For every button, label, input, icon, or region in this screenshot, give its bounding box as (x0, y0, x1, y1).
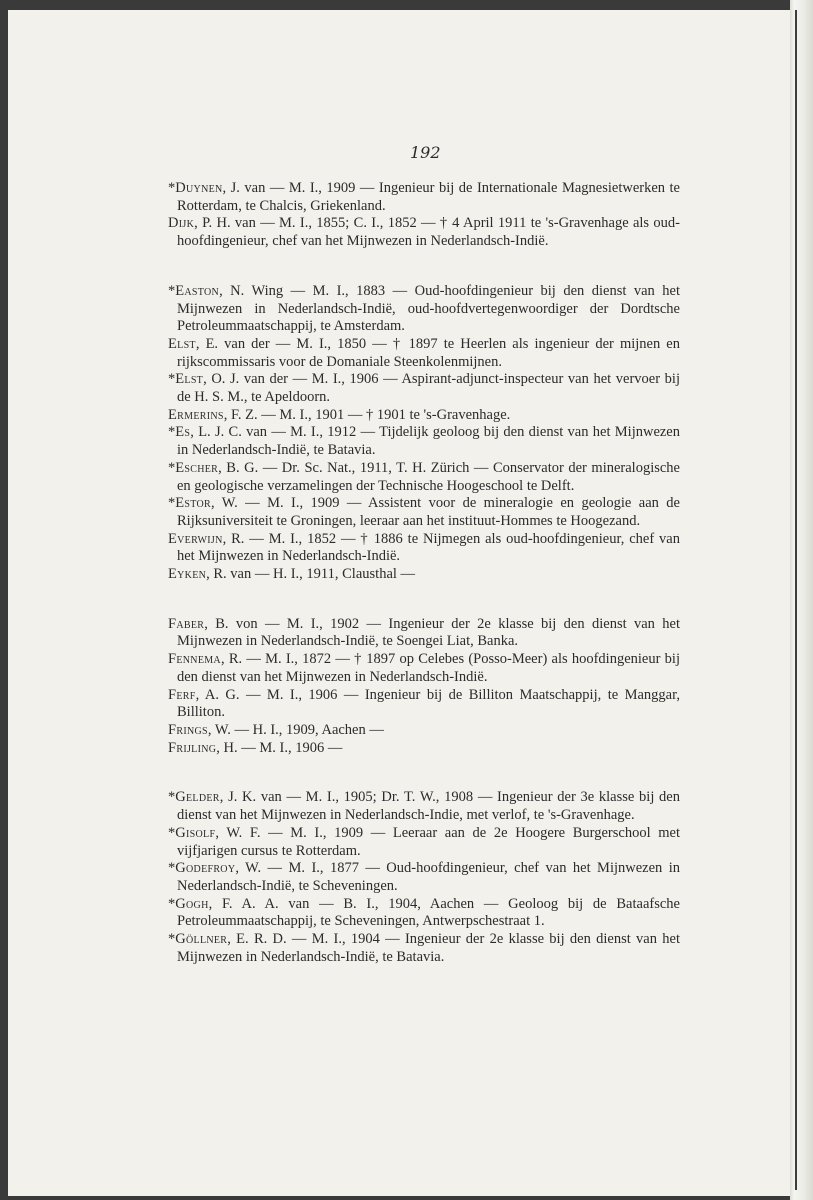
entry-details: , O. J. van der — M. I., 1906 — Aspirant-adjunct-inspecteur van het vervoer bij de H. S. M., te Apeldoorn. (177, 371, 680, 406)
entry-details: , R. van — H. I., 1911, Clausthal — (206, 566, 416, 583)
register-entry (168, 687, 680, 722)
entry-details: , R. — M. I., 1872 — † 1897 op Celebes (Posso-Meer) als hoofdingenieur bij den dienst van het Mijnwezen in Nederlandsch-Indië. (177, 651, 680, 685)
entry-surname: Gisolf (175, 824, 216, 841)
register-entry (168, 424, 680, 459)
entry-details: , F. A. A. van — B. I., 1904, Aachen — Geoloog bij de Bataafsche Petroleummaatschappij, te Scheveningen, Antwerpschestraat 1. (177, 895, 680, 930)
entry-surname: Godefroy (175, 860, 236, 877)
entry-surname: Estor (175, 495, 211, 512)
register-entry (168, 789, 680, 824)
entry-surname: Göllner (175, 931, 228, 948)
letter-group (168, 616, 680, 758)
entry-details: , H. — M. I., 1906 — (216, 739, 343, 756)
entry-surname: Eyken (168, 566, 207, 583)
entry-surname: Easton (175, 282, 220, 299)
spine-line (795, 10, 797, 1190)
entry-details: , F. Z. — M. I., 1901 — † 1901 te 's-Gravenhage. (223, 406, 511, 423)
entry-star: * (168, 180, 176, 196)
register-entry (168, 651, 680, 686)
entry-surname: Escher (175, 459, 219, 476)
letter-group (168, 180, 680, 251)
register-entry (168, 495, 680, 530)
entry-details: , J. K. van — M. I., 1905; Dr. T. W., 1908 — Ingenieur der 3e klasse bij den dienst van het Mijnwezen in Nederlandsch-Indie, met verlof, te 's-Gravenhage. (177, 789, 680, 824)
entry-details: , W. — M. I., 1877 — Oud-hoofdingenieur, chef van het Mijnwezen in Nederlandsch-Indië, te Scheveningen. (177, 860, 680, 894)
entry-details: , B. G. — Dr. Sc. Nat., 1911, T. H. Zürich — Conservator der mineralogische en geologische verzamelingen der Technische Hoogeschool te Delft. (177, 459, 680, 494)
entry-surname: Elst (168, 335, 196, 352)
entry-surname: Es (175, 424, 191, 441)
entry-details: , W. — H. I., 1909, Aachen — (207, 721, 384, 738)
register-text (168, 180, 680, 998)
book-spine-edge (790, 0, 813, 1200)
entry-details: , P. H. van — M. I., 1855; C. I., 1852 — † 4 April 1911 te 's-Gravenhage als oud-hoofdingenieur, chef van het Mijnwezen in Nederlandsch-Indië. (177, 215, 680, 250)
register-entry (168, 566, 680, 584)
register-entry (168, 215, 680, 250)
letter-group (168, 789, 680, 966)
entry-surname: Frijling (168, 739, 217, 756)
entry-surname: Faber (168, 615, 205, 632)
register-entry (168, 283, 680, 336)
register-entry (168, 825, 680, 860)
entry-star: * (168, 371, 176, 388)
register-entry (168, 896, 680, 931)
entry-surname: Gogh (175, 895, 209, 912)
entry-details: , N. Wing — M. I., 1883 — Oud-hoofdingenieur bij den dienst van het Mijnwezen in Nederlandsch-Indië, oud-hoofdvertegenwoordiger der Dordtsche Petroleummaatschappij, te Amsterdam. (177, 282, 680, 335)
entry-surname: Ermerins (168, 406, 224, 423)
entry-star: * (168, 789, 176, 806)
entry-star: * (168, 860, 176, 877)
entry-details: , R. — M. I., 1852 — † 1886 te Nijmegen als oud-hoofdingenieur, chef van het Mijnwezen in Nederlandsch-Indië. (177, 530, 680, 565)
entry-surname: Fennema (168, 651, 221, 668)
entry-details: , W. F. — M. I., 1909 — Leeraar aan de 2e Hoogere Burgerschool met vijfjarigen cursus te Rotterdam. (177, 824, 680, 859)
entry-star: * (168, 424, 176, 441)
entry-details: , A. G. — M. I., 1906 — Ingenieur bij de Billiton Maatschappij, te Manggar, Billiton. (177, 686, 680, 721)
register-entry (168, 531, 680, 566)
register-entry (168, 931, 680, 966)
register-entry (168, 722, 680, 740)
register-entry (168, 407, 680, 425)
entry-star: * (168, 495, 176, 512)
entry-details: , E. van der — M. I., 1850 — † 1897 te Heerlen als ingenieur der mijnen en rijkscommissaris voor de Domaniale Steenkolenmijnen. (177, 335, 680, 370)
register-entry (168, 371, 680, 406)
entry-star: * (168, 282, 176, 299)
register-entry (168, 336, 680, 371)
entry-surname: Gelder (175, 789, 220, 806)
entry-surname: Ferf (168, 686, 196, 703)
entry-surname: Everwijn (168, 530, 223, 547)
entry-details: , W. — M. I., 1909 — Assistent voor de mineralogie en geologie aan de Rijksuniversiteit te Groningen, leeraar aan het instituut-Hommes te Hoogezand. (177, 495, 680, 529)
entry-star: * (168, 824, 176, 841)
page-number: 192 (410, 143, 441, 162)
entry-details: , E. R. D. — M. I., 1904 — Ingenieur der 2e klasse bij den dienst van het Mijnwezen in Nederlandsch-Indië, te Batavia. (177, 931, 680, 965)
register-entry (168, 180, 680, 215)
register-entry (168, 460, 680, 495)
register-entry (168, 860, 680, 895)
entry-star: * (168, 459, 176, 476)
register-entry (168, 616, 680, 651)
entry-details: , J. van — M. I., 1909 — Ingenieur bij de Internationale Magnesietwerken te Rotterdam, te Chalcis, Griekenland. (177, 180, 680, 214)
letter-group (168, 283, 680, 584)
entry-details: , L. J. C. van — M. I., 1912 — Tijdelijk geoloog bij den dienst van het Mijnwezen in Nederlandsch-Indië, te Batavia. (177, 424, 680, 459)
entry-surname: Duynen (175, 180, 223, 196)
entry-star: * (168, 931, 176, 948)
entry-details: , B. von — M. I., 1902 — Ingenieur der 2e klasse bij den dienst van het Mijnwezen in Nederlandsch-Indië, te Soengei Liat, Banka. (177, 615, 680, 650)
entry-surname: Dijk (168, 215, 195, 232)
entry-star: * (168, 895, 176, 912)
entry-surname: Elst (175, 371, 204, 388)
register-entry (168, 740, 680, 758)
entry-surname: Frings (168, 721, 208, 738)
